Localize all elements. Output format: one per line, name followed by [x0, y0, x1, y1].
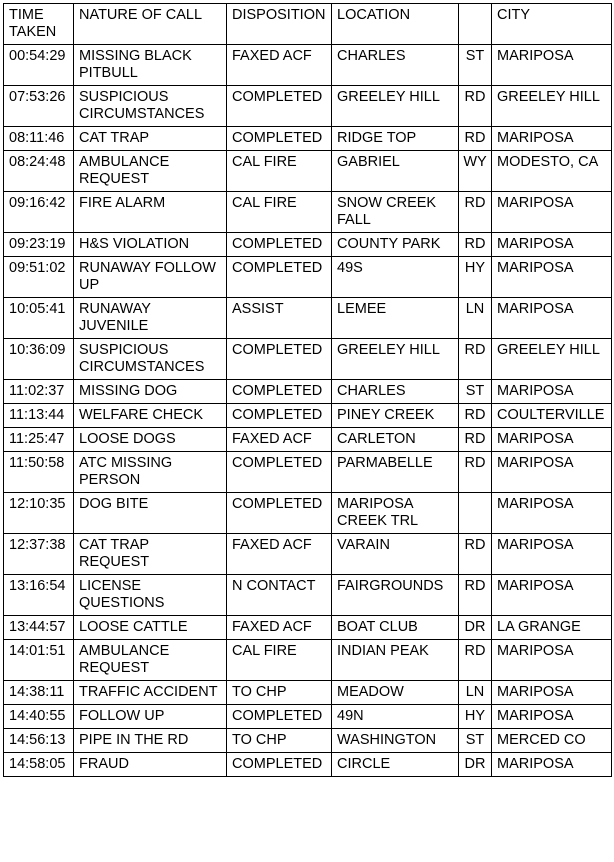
time-cell: 11:13:44	[4, 404, 74, 428]
nature-cell: RUNAWAY JUVENILE	[74, 298, 227, 339]
street-suffix-cell: RD	[459, 428, 492, 452]
city-cell: MARIPOSA	[492, 534, 612, 575]
street-suffix-cell: RD	[459, 575, 492, 616]
location-cell: CHARLES	[332, 380, 459, 404]
city-cell: MARIPOSA	[492, 257, 612, 298]
disposition-cell: COMPLETED	[227, 493, 332, 534]
city-cell: MARIPOSA	[492, 127, 612, 151]
location-cell: VARAIN	[332, 534, 459, 575]
nature-cell: SUSPICIOUS CIRCUMSTANCES	[74, 339, 227, 380]
street-suffix-cell: RD	[459, 404, 492, 428]
table-row	[4, 298, 612, 339]
table-row	[4, 257, 612, 298]
city-cell: GREELEY HILL	[492, 339, 612, 380]
location-cell: CARLETON	[332, 428, 459, 452]
time-cell: 13:44:57	[4, 616, 74, 640]
street-suffix-cell: ST	[459, 45, 492, 86]
city-cell: MARIPOSA	[492, 640, 612, 681]
table-row	[4, 428, 612, 452]
nature-cell: MISSING BLACK PITBULL	[74, 45, 227, 86]
street-suffix-cell: RD	[459, 192, 492, 233]
city-cell: MARIPOSA	[492, 192, 612, 233]
location-cell: GABRIEL	[332, 151, 459, 192]
header-nature-of-call: NATURE OF CALL	[74, 4, 227, 45]
disposition-cell: FAXED ACF	[227, 616, 332, 640]
street-suffix-cell: ST	[459, 380, 492, 404]
time-cell: 11:25:47	[4, 428, 74, 452]
street-suffix-cell: DR	[459, 753, 492, 777]
nature-cell: FIRE ALARM	[74, 192, 227, 233]
table-row	[4, 534, 612, 575]
street-suffix-cell	[459, 493, 492, 534]
table-row	[4, 452, 612, 493]
table-row	[4, 575, 612, 616]
disposition-cell: COMPLETED	[227, 86, 332, 127]
table-row	[4, 729, 612, 753]
location-cell: SNOW CREEK FALL	[332, 192, 459, 233]
header-location: LOCATION	[332, 4, 459, 45]
disposition-cell: COMPLETED	[227, 257, 332, 298]
time-cell: 09:51:02	[4, 257, 74, 298]
table-row	[4, 380, 612, 404]
time-cell: 09:23:19	[4, 233, 74, 257]
nature-cell: WELFARE CHECK	[74, 404, 227, 428]
city-cell: MARIPOSA	[492, 452, 612, 493]
city-cell: MARIPOSA	[492, 428, 612, 452]
location-cell: BOAT CLUB	[332, 616, 459, 640]
nature-cell: AMBULANCE REQUEST	[74, 640, 227, 681]
city-cell: MARIPOSA	[492, 753, 612, 777]
city-cell: MERCED CO	[492, 729, 612, 753]
time-cell: 11:02:37	[4, 380, 74, 404]
table-row	[4, 45, 612, 86]
disposition-cell: COMPLETED	[227, 452, 332, 493]
call-log-body	[4, 45, 612, 777]
street-suffix-cell: RD	[459, 127, 492, 151]
street-suffix-cell: RD	[459, 640, 492, 681]
time-cell: 14:01:51	[4, 640, 74, 681]
time-cell: 14:40:55	[4, 705, 74, 729]
nature-cell: CAT TRAP	[74, 127, 227, 151]
time-cell: 11:50:58	[4, 452, 74, 493]
nature-cell: LOOSE CATTLE	[74, 616, 227, 640]
location-cell: MARIPOSA CREEK TRL	[332, 493, 459, 534]
table-row	[4, 233, 612, 257]
street-suffix-cell: RD	[459, 233, 492, 257]
disposition-cell: COMPLETED	[227, 233, 332, 257]
city-cell: MARIPOSA	[492, 298, 612, 339]
city-cell: LA GRANGE	[492, 616, 612, 640]
time-cell: 08:24:48	[4, 151, 74, 192]
time-cell: 12:10:35	[4, 493, 74, 534]
city-cell: MODESTO, CA	[492, 151, 612, 192]
city-cell: GREELEY HILL	[492, 86, 612, 127]
city-cell: MARIPOSA	[492, 380, 612, 404]
table-row	[4, 705, 612, 729]
call-log-table	[3, 3, 612, 777]
location-cell: RIDGE TOP	[332, 127, 459, 151]
header-time-taken: TIME TAKEN	[4, 4, 74, 45]
header-row	[4, 4, 612, 45]
table-row	[4, 192, 612, 233]
street-suffix-cell: HY	[459, 705, 492, 729]
table-row	[4, 151, 612, 192]
location-cell: COUNTY PARK	[332, 233, 459, 257]
location-cell: PINEY CREEK	[332, 404, 459, 428]
nature-cell: TRAFFIC ACCIDENT	[74, 681, 227, 705]
time-cell: 12:37:38	[4, 534, 74, 575]
disposition-cell: TO CHP	[227, 729, 332, 753]
location-cell: FAIRGROUNDS	[332, 575, 459, 616]
disposition-cell: ASSIST	[227, 298, 332, 339]
street-suffix-cell: RD	[459, 339, 492, 380]
disposition-cell: N CONTACT	[227, 575, 332, 616]
city-cell: MARIPOSA	[492, 233, 612, 257]
city-cell: COULTERVILLE	[492, 404, 612, 428]
city-cell: MARIPOSA	[492, 45, 612, 86]
street-suffix-cell: RD	[459, 534, 492, 575]
time-cell: 07:53:26	[4, 86, 74, 127]
disposition-cell: COMPLETED	[227, 705, 332, 729]
city-cell: MARIPOSA	[492, 705, 612, 729]
location-cell: LEMEE	[332, 298, 459, 339]
disposition-cell: COMPLETED	[227, 127, 332, 151]
street-suffix-cell: DR	[459, 616, 492, 640]
nature-cell: FOLLOW UP	[74, 705, 227, 729]
location-cell: GREELEY HILL	[332, 86, 459, 127]
location-cell: CHARLES	[332, 45, 459, 86]
table-row	[4, 616, 612, 640]
disposition-cell: FAXED ACF	[227, 45, 332, 86]
street-suffix-cell: RD	[459, 452, 492, 493]
location-cell: INDIAN PEAK	[332, 640, 459, 681]
table-row	[4, 640, 612, 681]
city-cell: MARIPOSA	[492, 493, 612, 534]
nature-cell: DOG BITE	[74, 493, 227, 534]
disposition-cell: FAXED ACF	[227, 534, 332, 575]
nature-cell: FRAUD	[74, 753, 227, 777]
disposition-cell: CAL FIRE	[227, 192, 332, 233]
header-street-suffix	[459, 4, 492, 45]
nature-cell: SUSPICIOUS CIRCUMSTANCES	[74, 86, 227, 127]
time-cell: 14:56:13	[4, 729, 74, 753]
time-cell: 08:11:46	[4, 127, 74, 151]
nature-cell: PIPE IN THE RD	[74, 729, 227, 753]
street-suffix-cell: LN	[459, 681, 492, 705]
nature-cell: CAT TRAP REQUEST	[74, 534, 227, 575]
header-city: CITY	[492, 4, 612, 45]
nature-cell: LICENSE QUESTIONS	[74, 575, 227, 616]
disposition-cell: COMPLETED	[227, 339, 332, 380]
nature-cell: H&S VIOLATION	[74, 233, 227, 257]
street-suffix-cell: ST	[459, 729, 492, 753]
street-suffix-cell: LN	[459, 298, 492, 339]
time-cell: 09:16:42	[4, 192, 74, 233]
disposition-cell: CAL FIRE	[227, 640, 332, 681]
table-row	[4, 493, 612, 534]
table-row	[4, 753, 612, 777]
time-cell: 10:05:41	[4, 298, 74, 339]
location-cell: 49N	[332, 705, 459, 729]
time-cell: 14:38:11	[4, 681, 74, 705]
table-row	[4, 339, 612, 380]
time-cell: 00:54:29	[4, 45, 74, 86]
location-cell: PARMABELLE	[332, 452, 459, 493]
location-cell: 49S	[332, 257, 459, 298]
street-suffix-cell: HY	[459, 257, 492, 298]
table-row	[4, 681, 612, 705]
city-cell: MARIPOSA	[492, 575, 612, 616]
location-cell: CIRCLE	[332, 753, 459, 777]
location-cell: MEADOW	[332, 681, 459, 705]
table-row	[4, 86, 612, 127]
nature-cell: RUNAWAY FOLLOW UP	[74, 257, 227, 298]
city-cell: MARIPOSA	[492, 681, 612, 705]
disposition-cell: COMPLETED	[227, 380, 332, 404]
location-cell: WASHINGTON	[332, 729, 459, 753]
nature-cell: MISSING DOG	[74, 380, 227, 404]
table-row	[4, 127, 612, 151]
street-suffix-cell: RD	[459, 86, 492, 127]
nature-cell: ATC MISSING PERSON	[74, 452, 227, 493]
table-row	[4, 404, 612, 428]
disposition-cell: TO CHP	[227, 681, 332, 705]
header-disposition: DISPOSITION	[227, 4, 332, 45]
nature-cell: AMBULANCE REQUEST	[74, 151, 227, 192]
time-cell: 10:36:09	[4, 339, 74, 380]
location-cell: GREELEY HILL	[332, 339, 459, 380]
disposition-cell: COMPLETED	[227, 404, 332, 428]
disposition-cell: COMPLETED	[227, 753, 332, 777]
disposition-cell: FAXED ACF	[227, 428, 332, 452]
time-cell: 13:16:54	[4, 575, 74, 616]
nature-cell: LOOSE DOGS	[74, 428, 227, 452]
street-suffix-cell: WY	[459, 151, 492, 192]
disposition-cell: CAL FIRE	[227, 151, 332, 192]
time-cell: 14:58:05	[4, 753, 74, 777]
